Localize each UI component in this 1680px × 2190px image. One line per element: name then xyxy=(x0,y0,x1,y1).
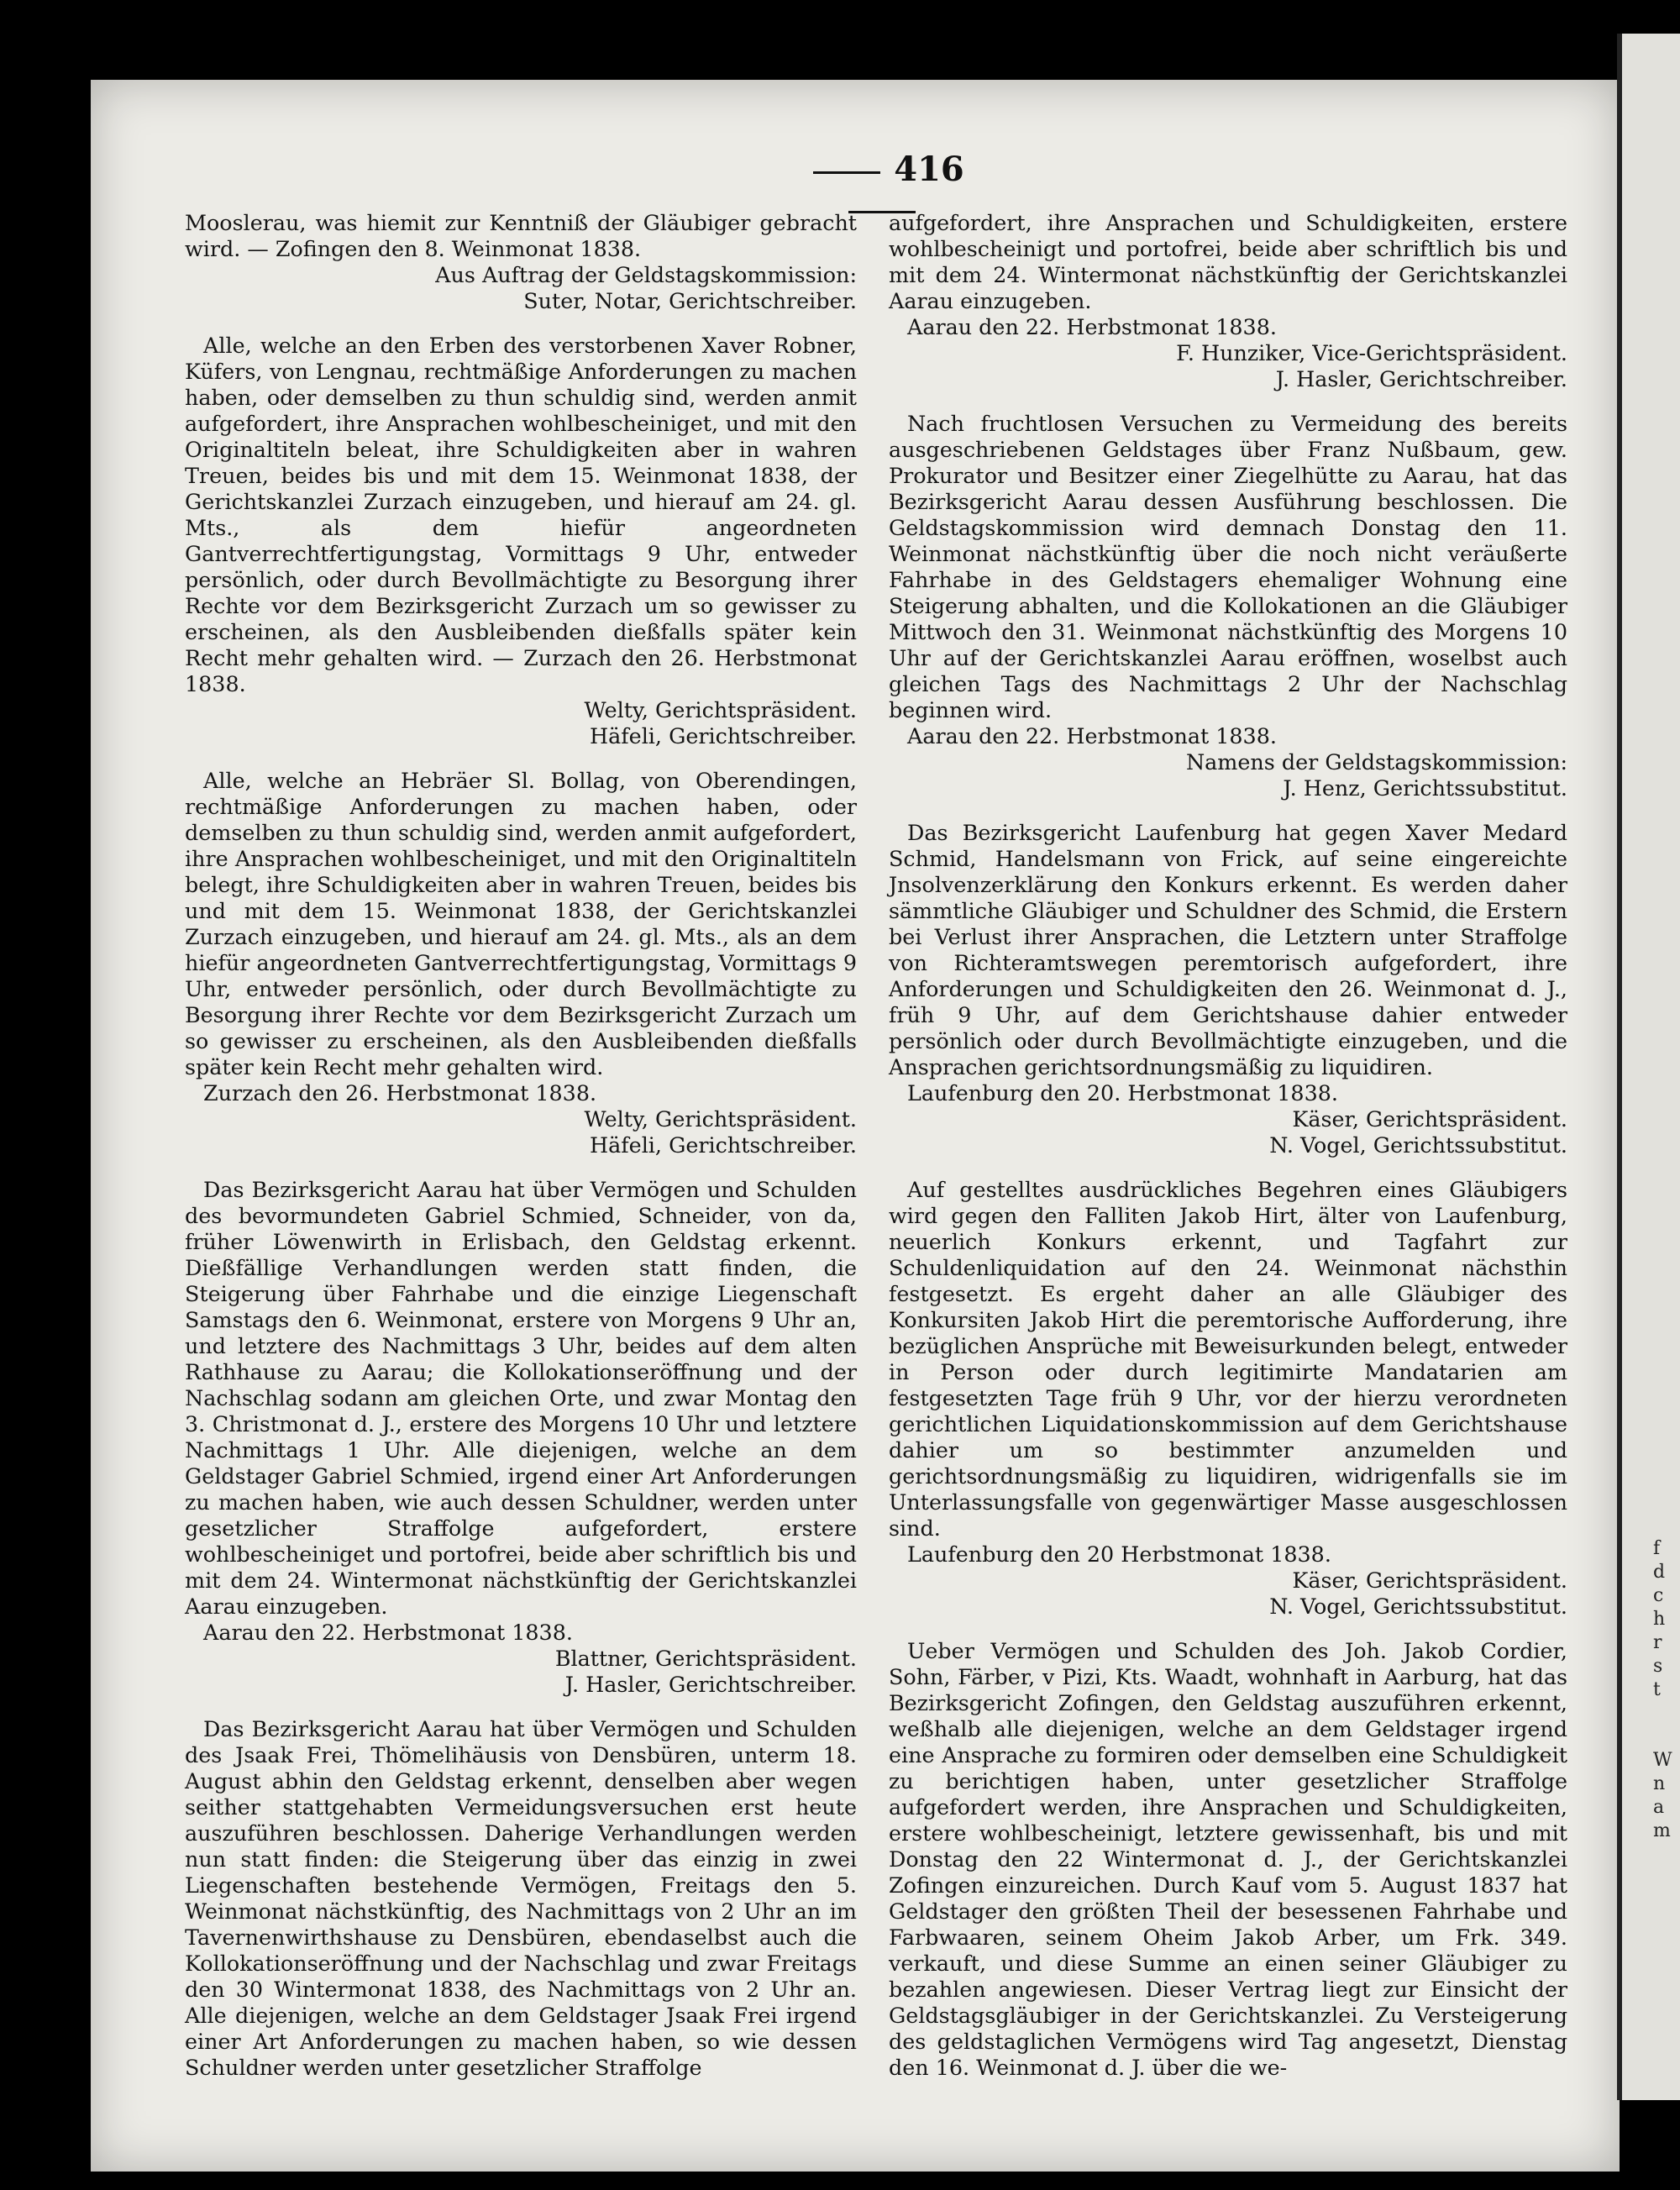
notice xyxy=(185,1716,857,2081)
right-column xyxy=(889,210,1567,2099)
notice-signature: N. Vogel, Gerichtssubstitut. xyxy=(1269,1132,1567,1158)
notice-signature: Käser, Gerichtspräsident. xyxy=(1292,1568,1567,1593)
notice-text: Alle, welche an den Erben des verstorbenen Xaver Robner, Küfers, von Lengnau, rechtmäßige Anforderungen zu machen haben, oder demselben zu thun schuldig sind, werden anmit aufgefordert, ihre Ansprachen wohlbescheiniget, und mit den Originaltiteln beleat, ihre Schuldigkeiten aber in wahren Treuen, beides bis und mit dem 15. Weinmonat 1838, der Gerichtskanzlei Zurzach einzugeben, und hierauf am 24. gl. Mts., als dem hiefür angeordneten Gantverrechtfertigungstag, Vormittags 9 Uhr, entweder persönlich, oder durch Bevollmächtigte zu Besorgung ihrer Rechte vor dem Bezirksgericht Zurzach um so gewisser zu erscheinen, als den Ausbleibenden dießfalls später kein Recht mehr gehalten wird. — Zurzach den 26. Herbstmonat 1838. xyxy=(185,333,857,696)
notice-signature: Namens der Geldstagskommission: xyxy=(1185,749,1567,775)
notice xyxy=(889,210,1567,392)
notice xyxy=(889,820,1567,1158)
notice-place-date: Aarau den 22. Herbstmonat 1838. xyxy=(907,723,1277,748)
notice xyxy=(185,768,857,1158)
notice xyxy=(185,210,857,314)
notice-text: Ueber Vermögen und Schulden des Joh. Jakob Cordier, Sohn, Färber, v Pizi, Kts. Waadt, wohnhaft in Aarburg, hat das Bezirksgericht Zofingen, den Geldstag auszuführen erkennt, weßhalb alle diejenigen, welche an dem Geldstager irgend eine Ansprache zu formiren oder demselben eine Schuldigkeit zu berichtigen haben, unter gesetzlicher Straffolge aufgefordert werden, ihre Ansprachen und Schuldigkeiten, erstere wohlbescheinigt, letztere gewissenhaft, bis und mit Donstag den 22 Wintermonat d. J., der Gerichtskanzlei Zofingen einzureichen. Durch Kauf vom 5. August 1837 hat Geldstager den größten Theil der besessenen Fahrhabe und Farbwaaren, seinem Oheim Jakob Arber, um Frk. 349. verkauft, und diese Summe an einen seiner Gläubiger zu bezahlen angewiesen. Dieser Vertrag liegt zur Einsicht der Geldstagsgläubiger in der Gerichtskanzlei. Zu Versteigerung des geldstaglichen Vermögens wird Tag angesetzt, Dienstag den 16. Weinmonat d. J. über die we- xyxy=(889,1638,1567,2080)
notice xyxy=(889,1177,1567,1620)
notice-text: Das Bezirksgericht Laufenburg hat gegen Xaver Medard Schmid, Handelsmann von Frick, auf seine eingereichte Jnsolvenzerklärung den Konkurs erkennt. Es werden daher sämmtliche Gläubiger und Schuldner des Schmid, die Erstern bei Verlust ihrer Ansprachen, die Letztern unter Straffolge von Richteramtswegen peremtorisch aufgefordert, ihre Anforderungen und Schuldigkeiten den 26. Weinmonat d. J., früh 9 Uhr, auf dem Gerichtshause dahier entweder persönlich oder durch Bevollmächtigte einzugeben, und die Ansprachen gerichtsordnungsmäßig zu liquidiren. xyxy=(889,820,1567,1079)
notice xyxy=(185,333,857,749)
notice-place-date: Laufenburg den 20 Herbstmonat 1838. xyxy=(907,1541,1331,1567)
notice-signature: Blattner, Gerichtspräsident. xyxy=(554,1646,857,1671)
notice xyxy=(185,1177,857,1698)
notice-signature: Welty, Gerichtspräsident. xyxy=(584,1106,857,1132)
notice-place-date: Aarau den 22. Herbstmonat 1838. xyxy=(203,1620,573,1645)
notice-signature: J. Hasler, Gerichtschreiber. xyxy=(564,1672,857,1697)
notice-signature: J. Hasler, Gerichtschreiber. xyxy=(1275,366,1567,391)
notice-text: Das Bezirksgericht Aarau hat über Vermögen und Schulden des Jsaak Frei, Thömelihäusis von Densbüren, unterm 18. August abhin den Geldstag erkennt, denselben aber wegen seither stattgehabten Vermeidungsversuchen erst heute auszuführen beschlossen. Daherige Verhandlungen werden nun statt finden: die Steigerung über das einzig in zwei Liegenschaften bestehende Vermögen, Freitags den 5. Weinmonat nächstkünftig, des Nachmittags von 2 Uhr an im Tavernenwirthshause zu Densbüren, ebendaselbst auch die Kollokationseröffnung und der Nachschlag und zwar Freitags den 30 Wintermonat 1838, des Nachmittags von 2 Uhr an. Alle diejenigen, welche an dem Geldstager Jsaak Frei irgend einer Art Anforderungen zu machen haben, so wie dessen Schuldner werden unter gesetzlicher Straffolge xyxy=(185,1716,857,2080)
adjacent-page-text: f d c h r s t W n a m xyxy=(1653,1538,1672,1841)
notice xyxy=(889,1638,1567,2081)
notice-signature: Aus Auftrag der Geldstagskommission: xyxy=(435,262,857,287)
notice-text: aufgefordert, ihre Ansprachen und Schuldigkeiten, erstere wohlbescheinigt und portofrei, beide aber schriftlich bis und mit dem 24. Wintermonat nächstkünftig der Gerichtskanzlei Aarau einzugeben. xyxy=(889,210,1567,313)
notice-place-date: Zurzach den 26. Herbstmonat 1838. xyxy=(203,1080,597,1106)
header-rule-left xyxy=(813,171,880,174)
notice-signature: F. Hunziker, Vice-Gerichtspräsident. xyxy=(1176,340,1567,365)
notice-signature: N. Vogel, Gerichtssubstitut. xyxy=(1269,1594,1567,1619)
notice xyxy=(889,411,1567,801)
page-number: 416 xyxy=(894,150,964,189)
notice-text: Auf gestelltes ausdrückliches Begehren eines Gläubigers wird gegen den Falliten Jakob Hirt, älter von Laufenburg, neuerlich Konkurs erkennt, und Tagfahrt zur Schuldenliquidation auf den 24. Weinmonat nächsthin festgesetzt. Es ergeht daher an alle Gläubiger des Konkursiten Jakob Hirt die peremtorische Aufforderung, ihre bezüglichen Ansprüche mit Beweisurkunden belegt, entweder in Person oder durch legitimirte Mandatarien am festgesetzten Tage früh 9 Uhr, vor der hierzu verordneten gerichtlichen Liquidationskommission auf dem Gerichtshause dahier um so bestimmter anzumelden und gerichtsordnungsmäßig zu liquidiren, widrigenfalls sie im Unterlassungsfalle von gegenwärtiger Masse ausgeschlossen sind. xyxy=(889,1177,1567,1541)
notice-signature: Käser, Gerichtspräsident. xyxy=(1292,1106,1567,1132)
notice-signature: Suter, Notar, Gerichtschreiber. xyxy=(523,288,857,313)
notice-signature: Häfeli, Gerichtschreiber. xyxy=(589,1132,857,1158)
notice-place-date: Laufenburg den 20. Herbstmonat 1838. xyxy=(907,1080,1338,1106)
notice-signature: Welty, Gerichtspräsident. xyxy=(584,697,857,722)
notice-signature: J. Henz, Gerichtssubstitut. xyxy=(1283,775,1567,801)
notice-place-date: Aarau den 22. Herbstmonat 1838. xyxy=(907,314,1277,339)
notice-text: Nach fruchtlosen Versuchen zu Vermeidung des bereits ausgeschriebenen Geldstages über Franz Nußbaum, gew. Prokurator und Besitzer einer Ziegelhütte zu Aarau, hat das Bezirksgericht Aarau dessen Ausführung beschlossen. Die Geldstagskommission wird demnach Donstag den 11. Weinmonat nächstkünftig über die noch nicht veräußerte Fahrhabe in des Geldstagers ehemaliger Wohnung eine Steigerung abhalten, und die Kollokationen an die Gläubiger Mittwoch den 31. Weinmonat nächstkünftig des Morgens 10 Uhr auf der Gerichtskanzlei Aarau eröffnen, woselbst auch gleichen Tags des Nachmittags 2 Uhr der Nachschlag beginnen wird. xyxy=(889,411,1567,722)
left-column xyxy=(185,210,857,2099)
notice-signature: Häfeli, Gerichtschreiber. xyxy=(589,723,857,748)
notice-text: Mooslerau, was hiemit zur Kenntniß der Gläubiger gebracht wird. — Zofingen den 8. Weinmonat 1838. xyxy=(185,210,857,261)
notice-text: Alle, welche an Hebräer Sl. Bollag, von Oberendingen, rechtmäßige Anforderungen zu machen haben, oder demselben zu thun schuldig sind, werden anmit aufgefordert, ihre Ansprachen wohlbescheiniget, und mit den Originaltiteln belegt, ihre Schuldigkeiten aber in wahren Treuen, beides bis und mit dem 15. Weinmonat 1838, der Gerichtskanzlei Zurzach einzugeben, und hierauf am 24. gl. Mts., als an dem hiefür angeordneten Gantverrechtfertigungstag, Vormittags 9 Uhr, entweder persönlich, oder durch Bevollmächtigte zu Besorgung ihrer Rechte vor dem Bezirksgericht Zurzach um so gewisser zu erscheinen, als den Ausbleibenden dießfalls später kein Recht mehr gehalten wird. xyxy=(185,768,857,1079)
notice-text: Das Bezirksgericht Aarau hat über Vermögen und Schulden des bevormundeten Gabriel Schmied, Schneider, von da, früher Löwenwirth in Erlisbach, den Geldstag erkennt. Dießfällige Verhandlungen werden statt finden, die Steigerung über Fahrhabe und die einzige Liegenschaft Samstags den 6. Weinmonat, erstere von Morgens 9 Uhr an, und letztere des Nachmittags 3 Uhr, beides auf dem alten Rathhause zu Aarau; die Kollokationseröffnung und der Nachschlag sodann am gleichen Orte, und zwar Montag den 3. Christmonat d. J., erstere des Morgens 10 Uhr und letztere Nachmittags 1 Uhr. Alle diejenigen, welche an dem Geldstager Gabriel Schmied, irgend einer Art Anforderungen zu machen haben, wie auch dessen Schuldner, werden unter gesetzlicher Straffolge aufgefordert, erstere wohlbescheiniget und portofrei, beide aber schriftlich bis und mit dem 24. Wintermonat nächstkünftig der Gerichtskanzlei Aarau einzugeben. xyxy=(185,1177,857,1619)
